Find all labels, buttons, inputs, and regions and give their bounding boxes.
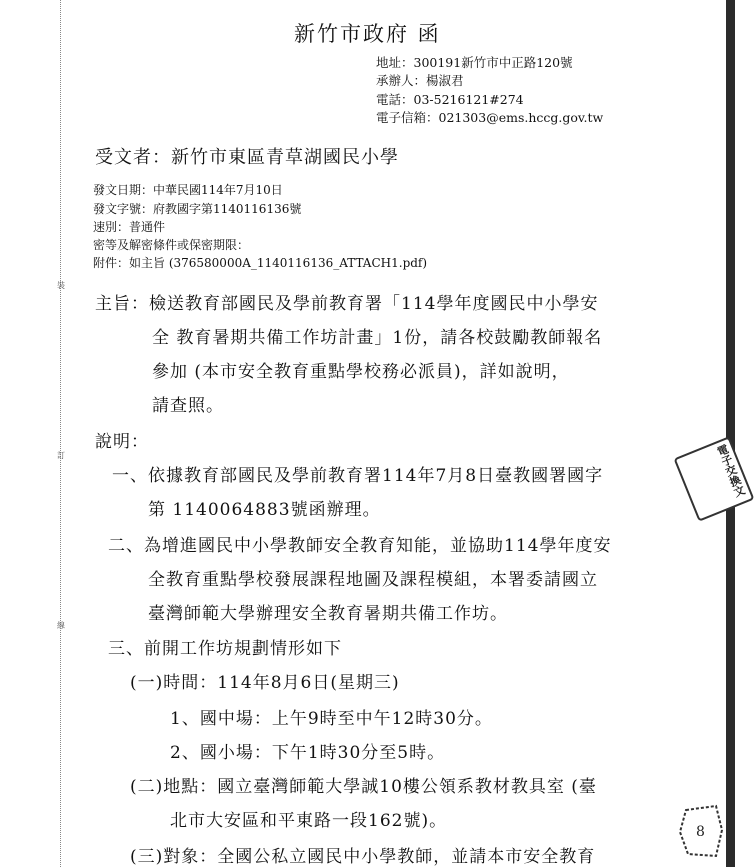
binding-mark-3: 線 xyxy=(57,621,65,630)
address: 地址：300191新竹市中正路120號 xyxy=(376,55,573,70)
email: 電子信箱：021303@ems.hccg.gov.tw xyxy=(376,110,604,125)
subject-line-1: 主旨：檢送教育部國民及學前教育署「114學年度國民中小學安 xyxy=(95,294,599,314)
time-label: (一)時間：114年8月6日(星期三) xyxy=(130,673,400,693)
binding-mark-1: 裝 xyxy=(57,281,65,290)
recipient: 受文者：新竹市東區青草湖國民小學 xyxy=(95,147,399,168)
time-junior: 1、國中場：上午9時至中午12時30分。 xyxy=(170,709,493,729)
secrecy: 密等及解密條件或保密期限： xyxy=(93,238,250,252)
subject-line-4: 請查照。 xyxy=(152,396,224,416)
page-number: 8 xyxy=(696,824,705,840)
attachment[interactable]: 附件：如主旨 (376580000A_1140116136_ATTACH1.pdf) xyxy=(93,256,428,270)
issue-date: 發文日期：中華民國114年7月10日 xyxy=(93,183,283,197)
phone: 電話：03-5216121#274 xyxy=(376,92,524,107)
item1-line-2: 第 1140064883號函辦理。 xyxy=(148,500,381,520)
binding-mark-2: 訂 xyxy=(57,451,65,460)
item2-line-1: 二、為增進國民中小學教師安全教育知能，並協助114學年度安 xyxy=(108,536,612,556)
exchange-stamp xyxy=(672,440,747,510)
item3-heading: 三、前開工作坊規劃情形如下 xyxy=(108,639,342,659)
time-elementary: 2、國小場：下午1時30分至5時。 xyxy=(170,743,446,763)
item2-line-3: 臺灣師範大學辦理安全教育暑期共備工作坊。 xyxy=(148,604,508,624)
document-title: 新竹市政府 函 xyxy=(294,22,441,46)
binding-line xyxy=(60,0,61,867)
item2-line-2: 全教育重點學校發展課程地圖及課程模組，本署委請國立 xyxy=(148,570,598,590)
place-line-1: (二)地點：國立臺灣師範大學誠10樓公領系教材教具室 (臺 xyxy=(130,777,597,797)
target-line-1: (三)對象：全國公私立國民中小學教師，並請本市安全教育 xyxy=(130,847,596,867)
speed: 速別：普通件 xyxy=(93,220,166,234)
handler: 承辦人：楊淑君 xyxy=(376,73,464,88)
item1-line-1: 一、依據教育部國民及學前教育署114年7月8日臺教國署國字 xyxy=(112,466,604,486)
subject-line-2: 全 教育暑期共備工作坊計畫」1份，請各校鼓勵教師報名 xyxy=(152,328,603,348)
window-edge xyxy=(726,0,735,867)
place-line-2: 北市大安區和平東路一段162號)。 xyxy=(170,811,448,831)
subject-line-3: 參加 (本市安全教育重點學校務必派員)，詳如說明， xyxy=(152,362,570,382)
issue-number: 發文字號：府教國字第1140116136號 xyxy=(93,202,302,216)
stamp-text: 電子交換文 xyxy=(673,436,754,522)
explain-heading: 說明： xyxy=(95,432,149,452)
